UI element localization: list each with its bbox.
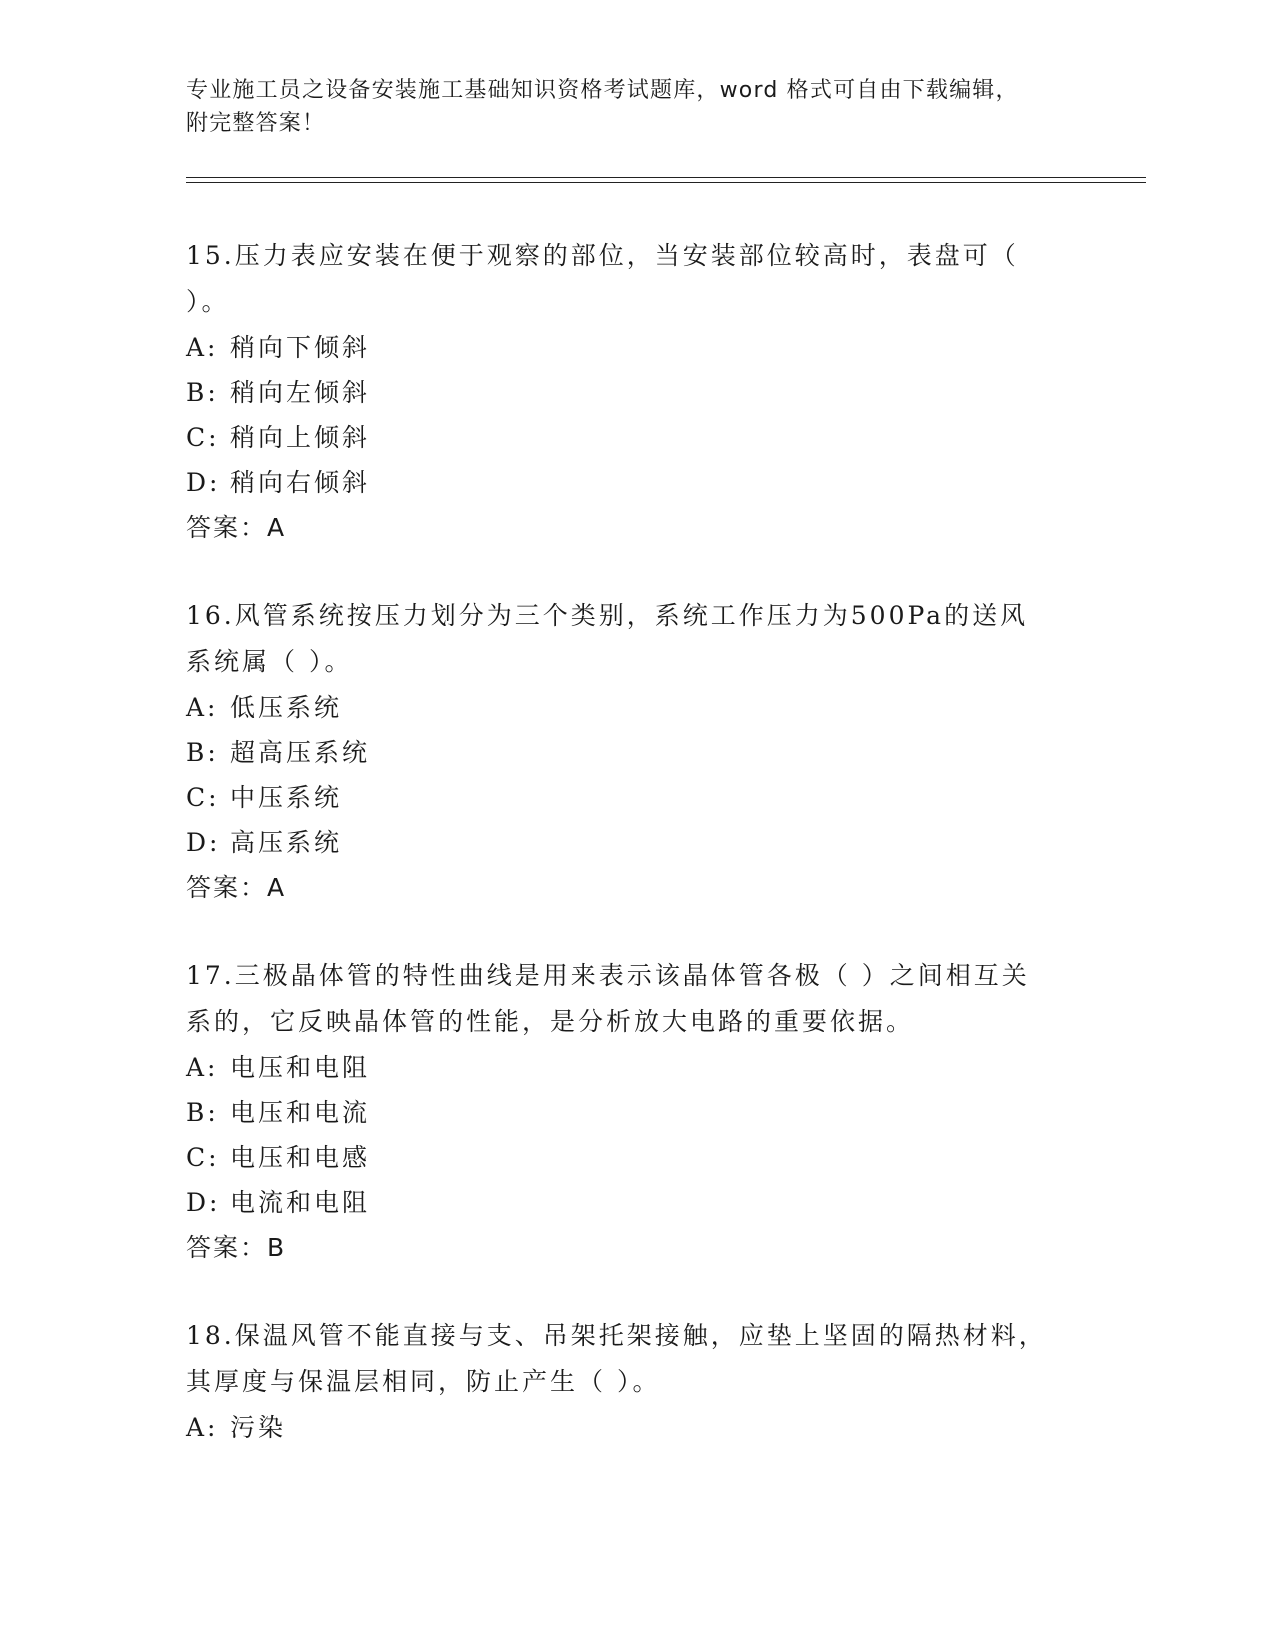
option-text: 超高压系统 <box>230 738 371 767</box>
question-17 <box>186 953 1086 1271</box>
header-line-1: 专业施工员之设备安装施工基础知识资格考试题库，word 格式可自由下载编辑， <box>186 78 1019 103</box>
option-a <box>186 325 1086 370</box>
header-divider-top <box>186 177 1146 178</box>
question-15 <box>186 233 1086 551</box>
option-key: D: <box>186 468 221 497</box>
option-a <box>186 685 1086 730</box>
option-key: A: <box>186 693 219 722</box>
question-list <box>186 233 1086 1492</box>
question-16 <box>186 593 1086 911</box>
option-text: 低压系统 <box>230 693 343 722</box>
option-text: 稍向下倾斜 <box>230 333 371 362</box>
option-key: B: <box>186 378 219 407</box>
option-c <box>186 775 1086 820</box>
option-key: C: <box>186 1143 220 1172</box>
option-key: A: <box>186 333 219 362</box>
option-key: B: <box>186 738 219 767</box>
option-b <box>186 730 1086 775</box>
option-key: D: <box>186 828 221 857</box>
header-divider-bottom <box>186 182 1146 183</box>
option-text: 中压系统 <box>230 783 343 812</box>
option-key: C: <box>186 783 220 812</box>
document-header <box>186 74 1066 140</box>
option-text: 电压和电感 <box>230 1143 371 1172</box>
answer-line: 答案：B <box>186 1233 287 1262</box>
option-d <box>186 820 1086 865</box>
option-c <box>186 1135 1086 1180</box>
option-c <box>186 415 1086 460</box>
option-text: 电流和电阻 <box>230 1188 371 1217</box>
option-key: D: <box>186 1188 221 1217</box>
option-text: 电压和电流 <box>230 1098 371 1127</box>
answer-line: 答案：A <box>186 513 287 542</box>
option-text: 稍向左倾斜 <box>230 378 371 407</box>
option-key: A: <box>186 1053 219 1082</box>
option-text: 污染 <box>230 1413 287 1442</box>
option-b <box>186 1090 1086 1135</box>
option-key: A: <box>186 1413 219 1442</box>
question-stem: 17.三极晶体管的特性曲线是用来表示该晶体管各极（ ）之间相互关系的，它反映晶体管的性能，是分析放大电路的重要依据。 <box>186 961 1030 1036</box>
option-d <box>186 460 1086 505</box>
option-text: 高压系统 <box>230 828 343 857</box>
option-a <box>186 1045 1086 1090</box>
option-d <box>186 1180 1086 1225</box>
question-18 <box>186 1313 1086 1450</box>
option-key: B: <box>186 1098 219 1127</box>
option-b <box>186 370 1086 415</box>
option-text: 稍向右倾斜 <box>230 468 371 497</box>
question-stem: 15.压力表应安装在便于观察的部位，当安装部位较高时，表盘可（ ）。 <box>186 241 1019 316</box>
option-a <box>186 1405 1086 1450</box>
question-stem: 16.风管系统按压力划分为三个类别，系统工作压力为500Pa的送风系统属（ ）。 <box>186 601 1029 676</box>
question-stem: 18.保温风管不能直接与支、吊架托架接触，应垫上坚固的隔热材料，其厚度与保温层相同，防止产生（ ）。 <box>186 1321 1047 1396</box>
option-text: 稍向上倾斜 <box>230 423 371 452</box>
answer-line: 答案：A <box>186 873 287 902</box>
option-key: C: <box>186 423 220 452</box>
option-text: 电压和电阻 <box>230 1053 371 1082</box>
header-line-2: 附完整答案！ <box>186 111 326 136</box>
